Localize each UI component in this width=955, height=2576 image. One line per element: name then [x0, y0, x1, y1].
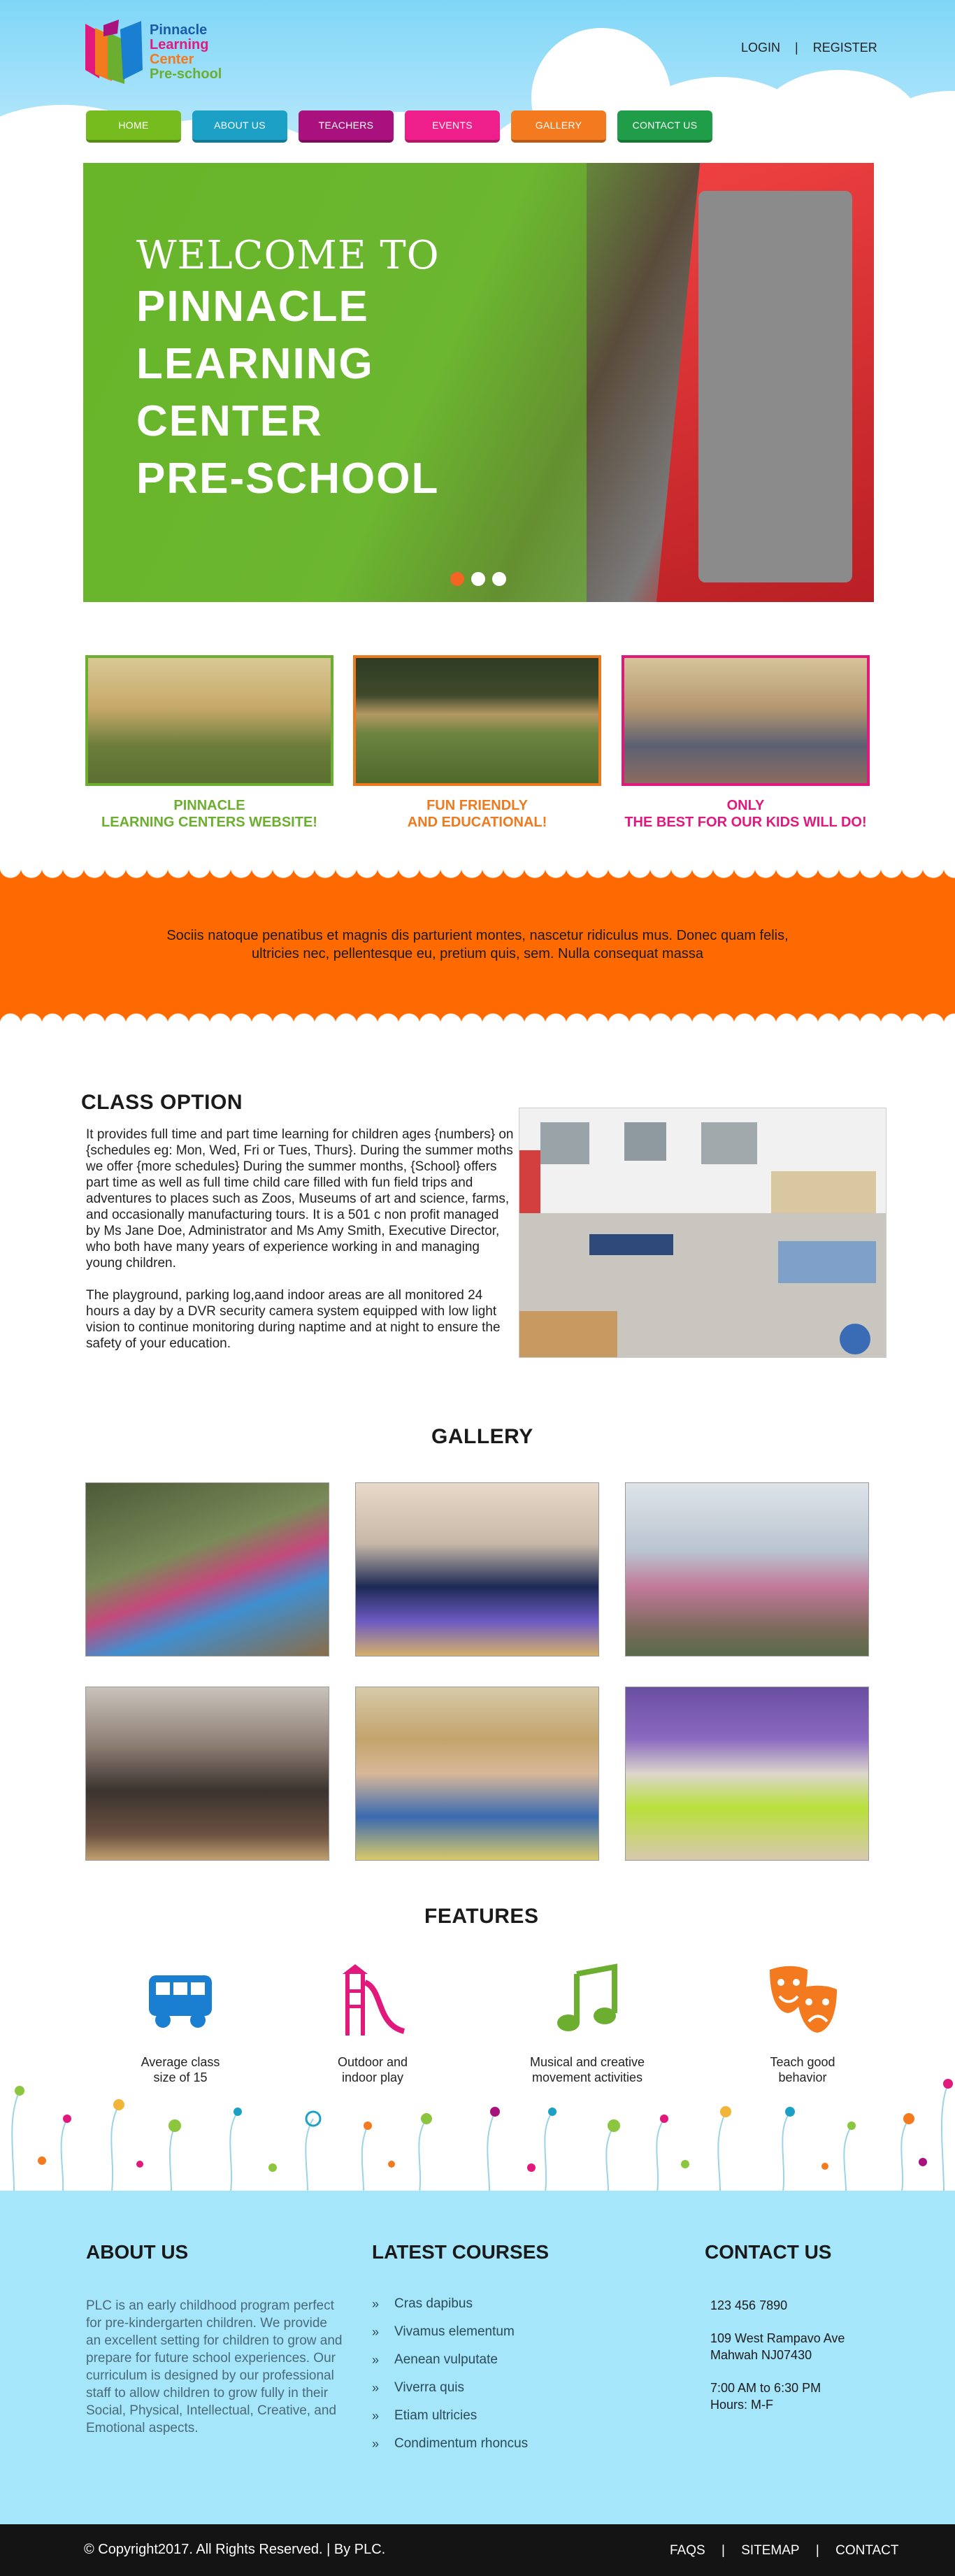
sitemap-link[interactable]: SITEMAP: [741, 2543, 800, 2558]
bottom-bar: [0, 2524, 955, 2576]
chevron-right-icon: »: [372, 2324, 380, 2339]
feature-label-line2: behavior: [778, 2070, 827, 2084]
hero-text: [136, 233, 440, 508]
class-option-para2: The playground, parking log,aand indoor areas are all monitored 24 hours a day by a DVR security camera system equipped with low light vision to continue monitoring during naptime and at night to ensure the safety of your education.: [86, 1288, 501, 1351]
chevron-right-icon: »: [372, 2380, 380, 2395]
contact-hours: [710, 2380, 845, 2413]
feature-label: [103, 2054, 257, 2085]
logo-text: [150, 23, 222, 82]
card-caption-line2: AND EDUCATIONAL!: [407, 815, 547, 830]
class-option-text: [86, 1126, 516, 1368]
hero-title-line: CENTER: [136, 397, 323, 445]
chevron-right-icon: »: [372, 2408, 380, 2423]
logo-line2: Learning: [150, 37, 209, 52]
main-nav: [86, 110, 724, 143]
nav-about-us[interactable]: ABOUT US: [192, 110, 287, 143]
promo-line1: Sociis natoque penatibus et magnis dis parturient montes, nascetur ridiculus mus. Donec quam felis,: [166, 928, 789, 943]
logo-line1: Pinnacle: [150, 22, 208, 38]
footer-about: [86, 2241, 345, 2437]
slide-icon: [334, 1961, 411, 2038]
course-link[interactable]: [372, 2402, 549, 2430]
feature-label-line1: Teach good: [770, 2055, 835, 2069]
hero-title-line: PINNACLE: [136, 282, 369, 331]
contact-address-line2: Mahwah NJ07430: [710, 2348, 812, 2362]
hero-slider: [83, 163, 874, 602]
feature-label-line1: Average class: [141, 2055, 220, 2069]
login-link[interactable]: LOGIN: [741, 41, 781, 55]
footer-about-title: ABOUT US: [86, 2241, 189, 2263]
music-note-icon: [549, 1961, 626, 2038]
course-link[interactable]: [372, 2374, 549, 2402]
courses-list: [372, 2290, 549, 2458]
course-label: Viverra quis: [394, 2380, 464, 2395]
promo-band: [0, 867, 955, 1024]
card-image-kids: [622, 655, 870, 786]
gallery-image[interactable]: [85, 1482, 329, 1656]
contact-phone[interactable]: 123 456 7890: [710, 2298, 788, 2312]
course-label: Cras dapibus: [394, 2296, 473, 2311]
contact-link[interactable]: CONTACT: [835, 2543, 899, 2558]
hero-photo-door: [698, 191, 852, 582]
promo-text: [112, 926, 843, 963]
card-image-pumpkins: [353, 655, 601, 786]
site-logo[interactable]: [82, 20, 222, 85]
course-label: Etiam ultricies: [394, 2408, 478, 2423]
footer-about-text: PLC is an early childhood program perfect for pre-kindergarten children. We provide an excellent setting for children to grow and prepare for future school experiences. Our curriculum is designed by our professional staff to allow children to grow fully in their Social, Physical, Intellectual, Creative, and Emotional aspects.: [86, 2298, 343, 2435]
card-caption-line1: ONLY: [726, 798, 765, 813]
slider-dot-3[interactable]: [492, 572, 506, 586]
contact-hours-line2: Hours: M-F: [710, 2398, 773, 2412]
slider-dot-1[interactable]: [450, 572, 464, 586]
gallery-image[interactable]: [355, 1482, 599, 1656]
gallery-title: GALLERY: [431, 1425, 533, 1448]
classroom-illustration: [519, 1108, 886, 1358]
feature-label: [726, 2054, 879, 2085]
card-caption: [85, 797, 333, 831]
promo-line2: ultricies nec, pellentesque eu, pretium quis, sem. Nulla consequat massa: [252, 946, 703, 961]
nav-contact-us[interactable]: CONTACT US: [617, 110, 712, 143]
site-footer: [0, 2191, 955, 2524]
scallop-edge: [0, 1009, 955, 1024]
slider-dot-2[interactable]: [471, 572, 485, 586]
hero-title-line: PRE-SCHOOL: [136, 455, 440, 503]
feature-label-line2: size of 15: [153, 2070, 208, 2084]
feature-item: [726, 1961, 879, 2085]
bus-icon: [142, 1961, 219, 2038]
auth-links: [741, 41, 877, 55]
card-image-tractor: [85, 655, 333, 786]
theater-masks-icon: [764, 1961, 841, 2038]
feature-item: [296, 1961, 450, 2085]
card-caption-line2: THE BEST FOR OUR KIDS WILL DO!: [624, 815, 867, 830]
course-label: Condimentum rhoncus: [394, 2436, 529, 2451]
class-option-title: CLASS OPTION: [81, 1091, 243, 1114]
gallery-image[interactable]: [625, 1482, 869, 1656]
course-label: Vivamus elementum: [394, 2324, 515, 2339]
logo-icon: [82, 20, 147, 85]
course-link[interactable]: [372, 2290, 549, 2318]
bottom-links: [670, 2543, 899, 2559]
nav-gallery[interactable]: GALLERY: [511, 110, 606, 143]
nav-teachers[interactable]: TEACHERS: [299, 110, 394, 143]
feature-label-line1: Musical and creative: [529, 2055, 645, 2069]
contact-address: [710, 2330, 845, 2363]
chevron-right-icon: »: [372, 2296, 380, 2311]
footer-courses: [372, 2241, 549, 2458]
footer-contact: [705, 2241, 845, 2429]
slider-dots: [450, 572, 513, 586]
gallery-image[interactable]: [355, 1687, 599, 1861]
nav-events[interactable]: EVENTS: [405, 110, 500, 143]
course-link[interactable]: [372, 2318, 549, 2346]
footer-contact-title: CONTACT US: [705, 2241, 832, 2263]
link-separator: |: [721, 2543, 725, 2558]
nav-home[interactable]: HOME: [86, 110, 181, 143]
contact-hours-line1: 7:00 AM to 6:30 PM: [710, 2381, 821, 2395]
auth-separator: |: [795, 41, 798, 55]
feature-card[interactable]: [85, 655, 333, 831]
gallery-image[interactable]: [625, 1687, 869, 1861]
feature-label: [510, 2054, 664, 2085]
course-label: Aenean vulputate: [394, 2352, 498, 2367]
course-link[interactable]: [372, 2430, 549, 2458]
feature-label: [296, 2054, 450, 2085]
hero-welcome: WELCOME TO: [136, 233, 440, 278]
contact-address-line1: 109 West Rampavo Ave: [710, 2331, 845, 2345]
card-caption: [622, 797, 870, 831]
chevron-right-icon: »: [372, 2352, 380, 2367]
gallery-image[interactable]: [85, 1687, 329, 1861]
card-caption-line2: LEARNING CENTERS WEBSITE!: [101, 815, 317, 830]
feature-item: [510, 1961, 664, 2085]
copyright-text: © Copyright2017. All Rights Reserved. | By PLC.: [84, 2542, 386, 2557]
chevron-right-icon: »: [372, 2436, 380, 2451]
feature-card[interactable]: [353, 655, 601, 831]
course-link[interactable]: [372, 2346, 549, 2374]
feature-label-line1: Outdoor and: [337, 2055, 408, 2069]
footer-courses-title: LATEST COURSES: [372, 2241, 550, 2263]
card-caption-line1: FUN FRIENDLY: [426, 798, 528, 813]
logo-line3: Center: [150, 52, 194, 67]
features-title: FEATURES: [424, 1905, 539, 1928]
logo-line4: Pre-school: [150, 66, 222, 82]
feature-card[interactable]: [622, 655, 870, 831]
contact-details: [710, 2297, 845, 2413]
class-option-para1: It provides full time and part time learning for children ages {numbers} on {schedules eg: Mon, Wed, Fri or Tues, Thurs}. During the summer moths we offer {more schedules} During the summer months, {School} offers part time as well as full time child care filled with fun field trips and adventures to places such as Zoos, Museums of art and science, farms, and occasionally manufacturing tours. It is a 501 c non profit managed by Ms Jane Doe, Administrator and Ms Amy Smith, Executive Director, who both have many years of experience working in and managing young children.: [86, 1127, 514, 1271]
site-header: [0, 0, 955, 161]
register-link[interactable]: REGISTER: [812, 41, 877, 55]
hero-title-line: LEARNING: [136, 340, 374, 388]
feature-item: [103, 1961, 257, 2085]
card-caption-line1: PINNACLE: [173, 798, 245, 813]
classroom-image: [519, 1108, 886, 1358]
scallop-edge: [0, 867, 955, 882]
link-separator: |: [815, 2543, 819, 2558]
card-caption: [353, 797, 601, 831]
feature-label-line2: movement activities: [531, 2070, 643, 2084]
feature-label-line2: indoor play: [341, 2070, 404, 2084]
faqs-link[interactable]: FAQS: [670, 2543, 705, 2558]
